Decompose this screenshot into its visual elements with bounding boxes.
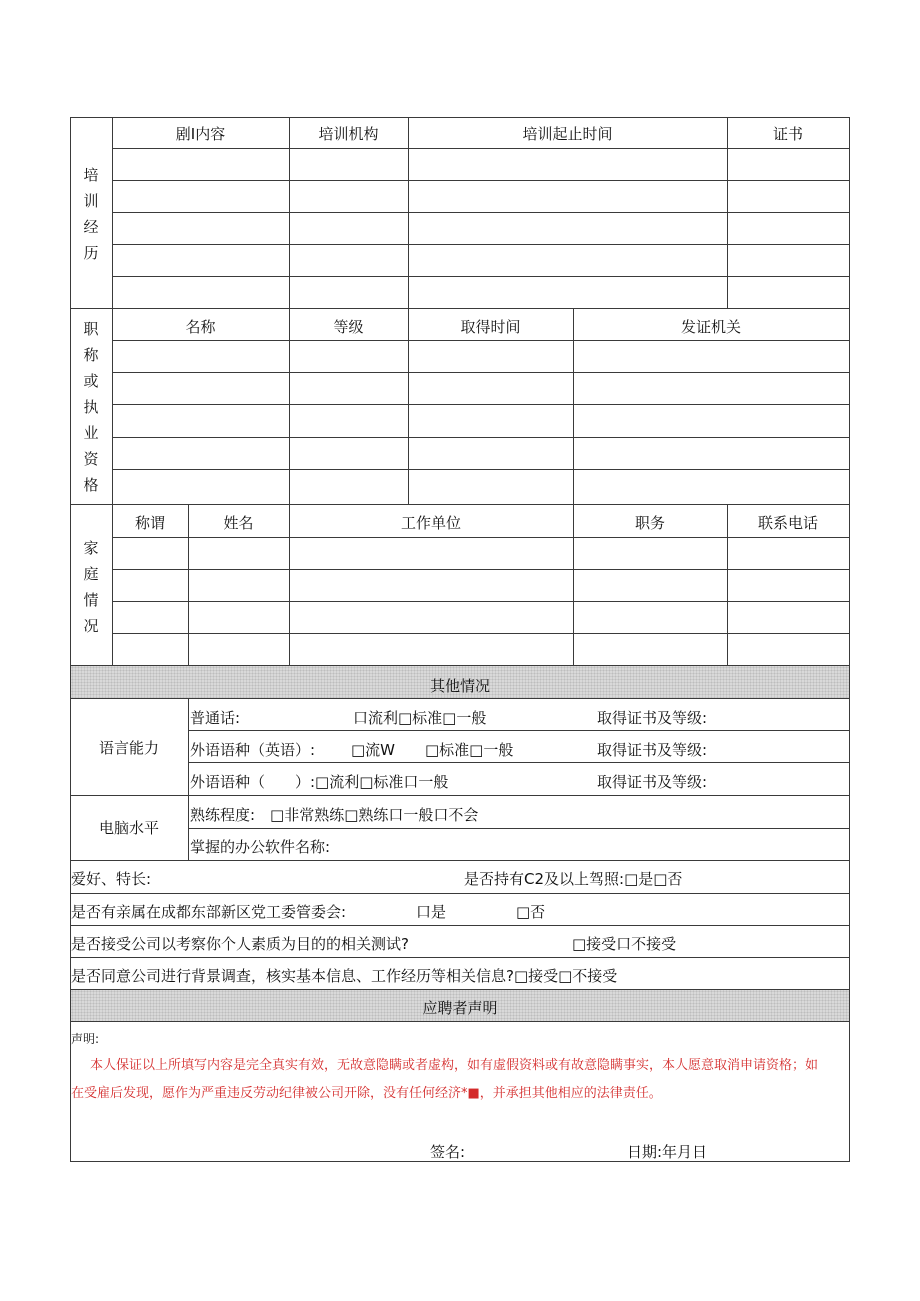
qualification-header-date: 取得时间 [460,318,521,336]
family-header-phone: 联系电话 [757,514,818,532]
mandarin-cert: 取得证书及等级: [597,709,708,727]
english-cert: 取得证书及等级: [597,741,708,759]
background-check-question[interactable]: 是否同意公司进行背景调查，核实基本信息、工作经历等相关信息?□接受□不接受 [71,967,618,985]
declaration-title: 应聘者声明 [422,999,498,1017]
training-header-certificate: 证书 [772,125,803,143]
relatives-no-checkbox[interactable]: □否 [516,903,546,921]
driving-license-question[interactable]: 是否持有C2及以上驾照:□是□否 [464,870,683,888]
family-header-employer: 工作单位 [400,514,461,532]
hobby-label: 爱好、特长: [71,870,152,888]
other-language-cert: 取得证书及等级: [597,773,708,791]
mandarin-options[interactable]: 口流利□标准□一般 [353,709,487,727]
test-options[interactable]: □接受口不接受 [572,935,677,953]
declaration-label: 声明: [71,1032,100,1046]
qualification-header-name: 名称 [185,318,216,336]
other-section-title: 其他情况 [429,677,490,695]
test-question: 是否接受公司以考察你个人素质为目的的相关测试? [71,935,409,953]
mandarin-label: 普通话: [190,709,241,727]
computer-label: 电脑水平 [98,819,159,837]
family-header-relation: 称谓 [134,514,165,532]
training-header-period: 培训起止时间 [522,125,613,143]
training-side-label: 培 训 经 历 [83,166,99,262]
english-options[interactable]: □流W □标准□一般 [351,741,514,759]
family-header-name: 姓名 [223,514,254,532]
family-side-label: 家 庭 情 况 [83,539,99,635]
english-label: 外语语种（英语）: [190,741,316,759]
training-header-content: 剧I内容 [175,125,226,143]
qualification-side-label: 职 称 或 执 业 资 格 [83,320,99,494]
declaration-line-2: 在受雇后发现，愿作为严重违反劳动纪律被公司开除，没有任何经济*■，并承担其他相应的法律责任。 [71,1086,662,1101]
date-label[interactable]: 日期:年月日 [627,1143,708,1161]
computer-software: 掌握的办公软件名称: [190,838,331,856]
language-label: 语言能力 [98,739,159,757]
declaration-line-1: 本人保证以上所填写内容是完全真实有效，无故意隐瞒或者虚构，如有虚假资料或有故意隐瞒事实，本人愿意取消申请资格；如 [90,1058,819,1073]
other-language-row[interactable]: 外语语种（ ）:□流利□标准口一般 [190,773,449,791]
relatives-yes-checkbox[interactable]: 口是 [416,903,447,921]
training-header-institution: 培训机构 [318,125,379,143]
relatives-question: 是否有亲属在成都东部新区党工委管委会: [71,903,347,921]
computer-proficiency[interactable]: 熟练程度: □非常熟练□熟练口一般口不会 [190,806,479,824]
qualification-header-level: 等级 [333,318,364,336]
family-header-position: 职务 [634,514,665,532]
qualification-header-issuer: 发证机关 [680,318,741,336]
signature-label[interactable]: 签名: [430,1143,466,1161]
